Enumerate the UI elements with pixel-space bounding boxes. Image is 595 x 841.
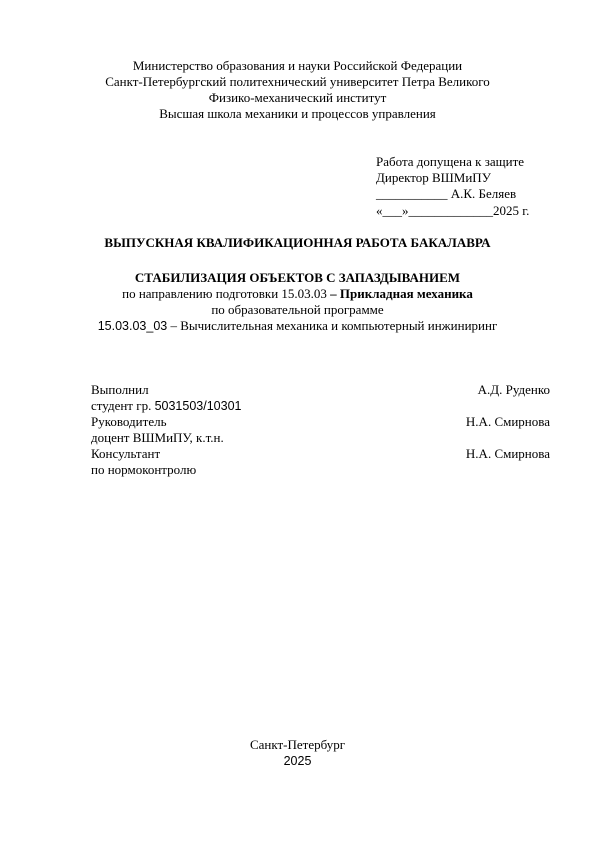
footer-year: 2025 [283,754,312,768]
institute-line: Физико-механический институт [208,90,387,105]
direction-prefix: по направлению подготовки 15.03.03 [122,286,331,301]
consultant-label: Консультант [91,446,161,461]
direction-line [0,286,595,302]
consultant-name: Н.А. Смирнова [465,446,550,461]
supervisor-title: доцент ВШМиПУ, к.т.н. [91,430,224,445]
student-group: 5031503/10301 [154,399,242,413]
direction-dash: – [330,286,337,301]
student-group-line [91,398,241,414]
university-line: Санкт-Петербургский политехнический университет Петра Великого [105,74,490,89]
approval-date: «___»_____________2025 г. [376,203,530,218]
program-full-line [0,318,595,334]
supervisor-label: Руководитель [91,414,167,429]
program-line: по образовательной программе [211,302,384,317]
supervisor-name: Н.А. Смирнова [465,414,550,429]
footer-city: Санкт-Петербург [249,737,346,752]
thesis-title: СТАБИЛИЗАЦИЯ ОБЪЕКТОВ С ЗАПАЗДЫВАНИЕМ [134,270,461,285]
direction-name: Прикладная механика [336,286,473,301]
ministry-line: Министерство образования и науки Российской Федерации [132,58,463,73]
program-code: 15.03.03_03 [97,319,168,333]
approval-director: Директор ВШМиПУ [376,170,491,185]
consultant-subtitle: по нормоконтролю [91,462,197,477]
student-name: А.Д. Руденко [477,382,550,397]
performed-label: Выполнил [91,382,149,397]
work-type-title: ВЫПУСКНАЯ КВАЛИФИКАЦИОННАЯ РАБОТА БАКАЛАВРА [104,235,491,250]
student-label: студент гр. [91,398,155,413]
approval-signature: ___________ А.К. Беляев [376,186,517,201]
school-line: Высшая школа механики и процессов управления [159,106,436,121]
approval-admitted: Работа допущена к защите [376,154,525,169]
program-name: – Вычислительная механика и компьютерный инжиниринг [167,318,498,333]
